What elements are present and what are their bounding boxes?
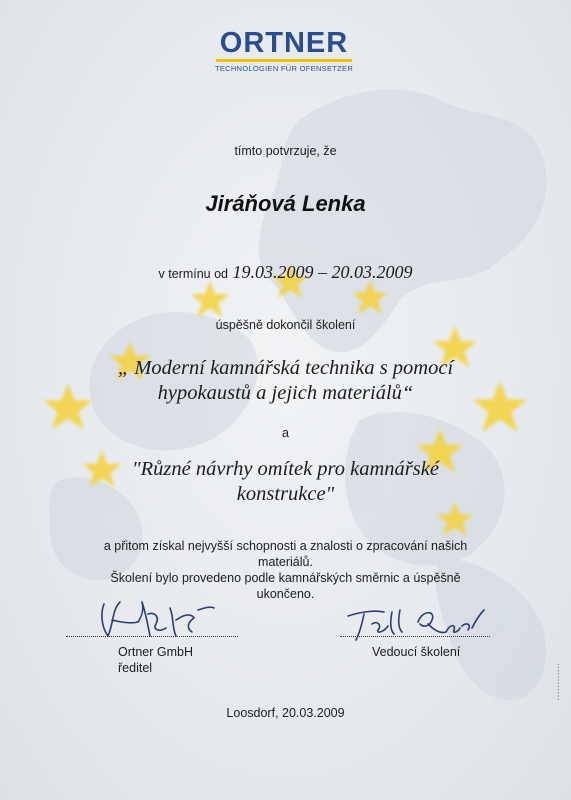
- left-signatory: [118, 644, 193, 676]
- body-line-3: Školení bylo provedeno podle kamnářských směrnic a úspěšně: [110, 571, 461, 585]
- course-title-2-line-2: konstrukce": [236, 483, 335, 505]
- ortner-logo: [214, 28, 354, 73]
- conjunction-text: a: [282, 426, 289, 440]
- left-signatory-title: ředitel: [118, 661, 153, 675]
- body-line-4: ukončeno.: [256, 587, 315, 601]
- right-signatory: [372, 644, 460, 660]
- right-signatory-title: Vedoucí školení: [372, 645, 461, 659]
- place-and-date: Loosdorf, 20.03.2009: [226, 706, 345, 720]
- course-title-2-line-1: "Různé návrhy omítek pro kamnářské: [132, 458, 439, 480]
- logo-wordmark: ORTNER: [219, 27, 349, 59]
- body-line-1: a přitom získal nejvyšší schopnosti a znalosti o zpracování našich: [103, 539, 468, 553]
- intro-text: tímto potvrzuje, že: [234, 144, 337, 158]
- left-signature-line: [66, 636, 238, 637]
- term-prefix: v termínu od: [158, 267, 229, 281]
- recipient-name: Jiráňová Lenka: [205, 191, 366, 216]
- course-title-1-line-2: hypokaustů a jejich materiálů“: [157, 382, 414, 404]
- course-title-2: [0, 457, 571, 507]
- certificate-body: [0, 538, 571, 602]
- right-signature-line: [340, 636, 490, 637]
- completed-text: úspěšně dokončil školení: [215, 318, 356, 332]
- logo-tagline: TECHNOLOGIEN FÜR OFENSETZER: [214, 64, 354, 73]
- trainer-signature: [340, 602, 490, 644]
- course-title-1-line-1: „ Moderní kamnářská technika s pomocí: [117, 357, 454, 379]
- body-line-2: materiálů.: [258, 555, 313, 569]
- term-line: [0, 262, 571, 283]
- course-title-1: [0, 356, 571, 406]
- logo-yellow-bar: [216, 59, 352, 62]
- left-signatory-company: Ortner GmbH: [118, 645, 194, 659]
- term-dates: 19.03.2009 – 20.03.2009: [232, 262, 413, 282]
- print-mark: ▪ ▪ ▪ ▪ ▪ ▪ ▪ ▪ ▪ ▪ ▪ ▪: [556, 663, 562, 700]
